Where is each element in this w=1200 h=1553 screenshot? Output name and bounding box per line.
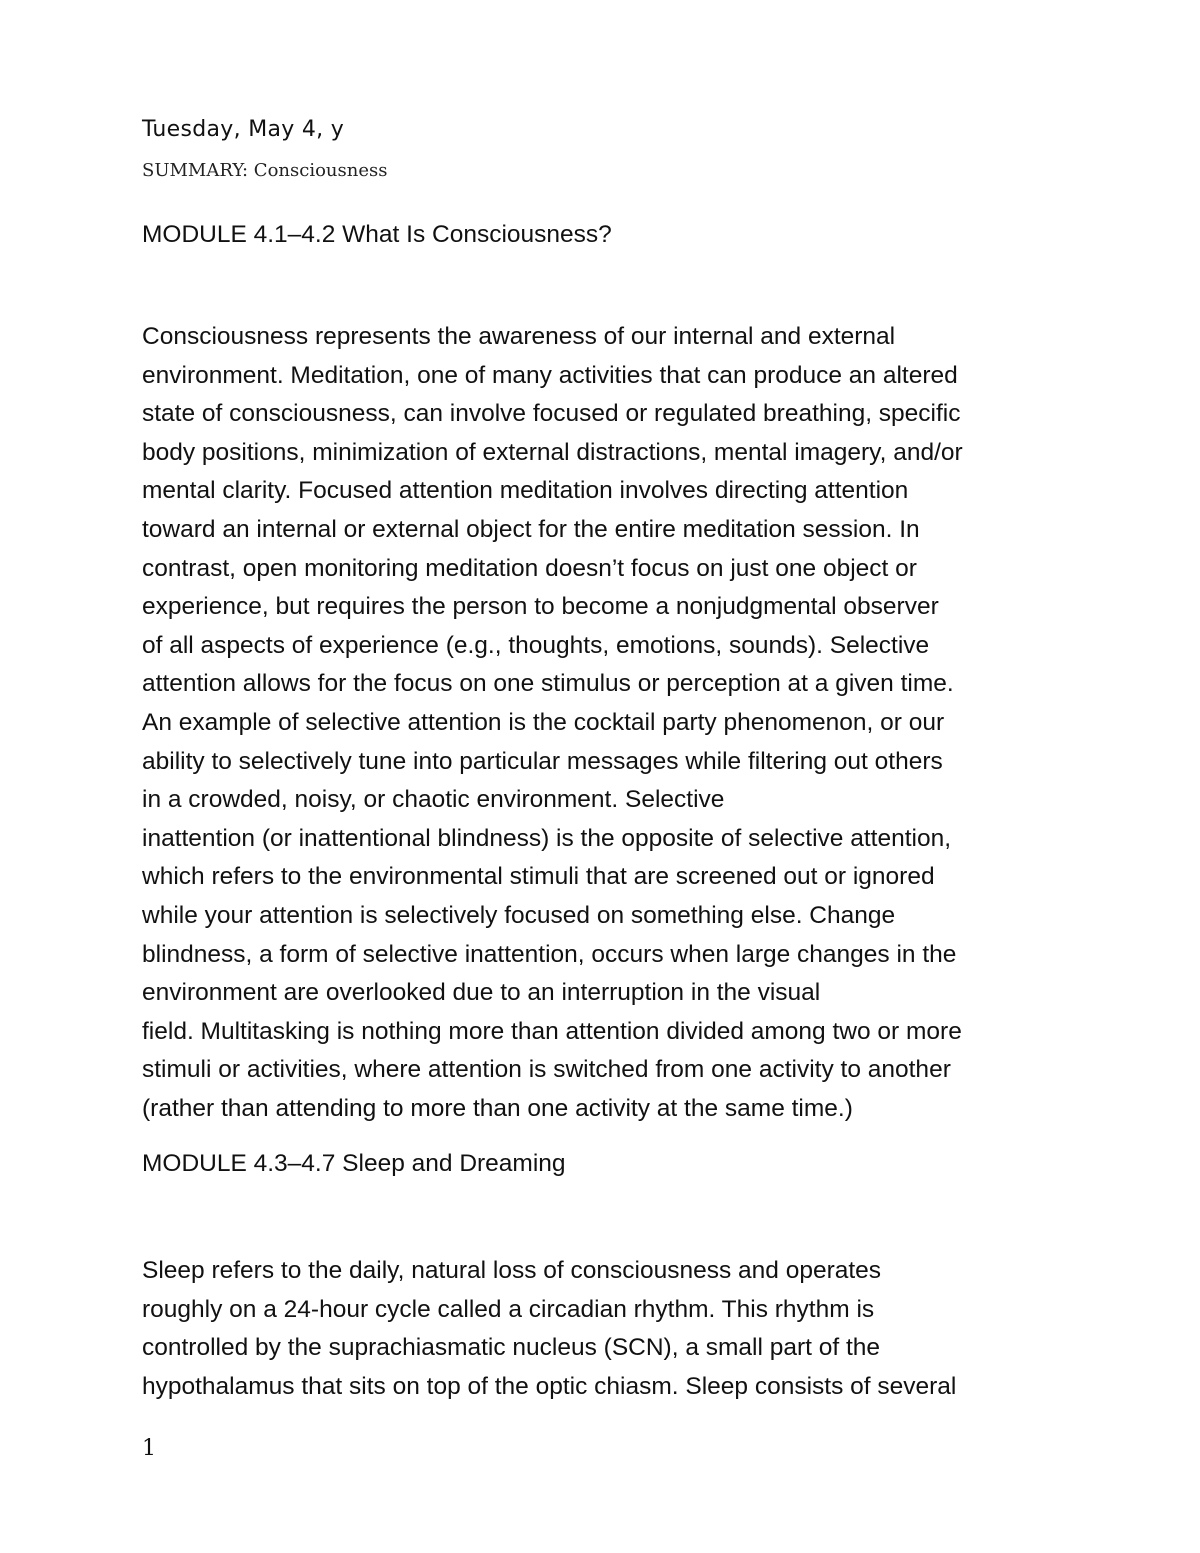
- paragraph-line: (rather than attending to more than one activity at the same time.): [142, 1094, 853, 1122]
- paragraph-line: experience, but requires the person to become a nonjudgmental observer: [142, 593, 939, 621]
- paragraph-line: environment are overlooked due to an interruption in the visual: [142, 979, 821, 1007]
- paragraph-line: state of consciousness, can involve focused or regulated breathing, specific: [142, 400, 961, 428]
- module-heading-4-1: MODULE 4.1–4.2 What Is Consciousness?: [142, 221, 612, 248]
- paragraph-line: blindness, a form of selective inattention, occurs when large changes in the: [142, 940, 957, 968]
- paragraph-line: environment. Meditation, one of many activities that can produce an altered: [142, 361, 958, 389]
- paragraph-line: of all aspects of experience (e.g., thoughts, emotions, sounds). Selective: [142, 631, 930, 659]
- summary-title: SUMMARY: Consciousness: [142, 160, 388, 181]
- paragraph-line: Consciousness represents the awareness of our internal and external: [142, 323, 896, 350]
- document-date: Tuesday, May 4, y: [142, 117, 345, 142]
- paragraph-line: ability to selectively tune into particular messages while filtering out others: [142, 747, 943, 775]
- consciousness-paragraph: [142, 318, 1082, 1128]
- page-number: 1: [142, 1436, 156, 1461]
- paragraph-line: hypothalamus that sits on top of the optic chiasm. Sleep consists of several: [142, 1372, 957, 1400]
- paragraph-line: in a crowded, noisy, or chaotic environment. Selective: [142, 786, 725, 814]
- paragraph-line: stimuli or activities, where attention is switched from one activity to another: [142, 1056, 951, 1084]
- paragraph-line: An example of selective attention is the cocktail party phenomenon, or our: [142, 708, 945, 736]
- paragraph-line: while your attention is selectively focused on something else. Change: [142, 901, 896, 929]
- paragraph-line: attention allows for the focus on one stimulus or perception at a given time.: [142, 670, 954, 698]
- paragraph-line: roughly on a 24-hour cycle called a circadian rhythm. This rhythm is: [142, 1295, 875, 1323]
- module-heading-4-3: MODULE 4.3–4.7 Sleep and Dreaming: [142, 1150, 566, 1177]
- paragraph-line: mental clarity. Focused attention meditation involves directing attention: [142, 477, 909, 505]
- paragraph-line: which refers to the environmental stimuli that are screened out or ignored: [142, 863, 935, 891]
- paragraph-line: inattention (or inattentional blindness) is the opposite of selective attention,: [142, 824, 952, 852]
- paragraph-line: controlled by the suprachiasmatic nucleus (SCN), a small part of the: [142, 1334, 881, 1362]
- paragraph-line: body positions, minimization of external distractions, mental imagery, and/or: [142, 438, 963, 466]
- sleep-paragraph: [142, 1252, 1082, 1406]
- paragraph-line: Sleep refers to the daily, natural loss of consciousness and operates: [142, 1257, 882, 1284]
- paragraph-line: contrast, open monitoring meditation doesn’t focus on just one object or: [142, 554, 917, 582]
- paragraph-line: field. Multitasking is nothing more than attention divided among two or more: [142, 1017, 962, 1045]
- paragraph-line: toward an internal or external object for the entire meditation session. In: [142, 515, 920, 543]
